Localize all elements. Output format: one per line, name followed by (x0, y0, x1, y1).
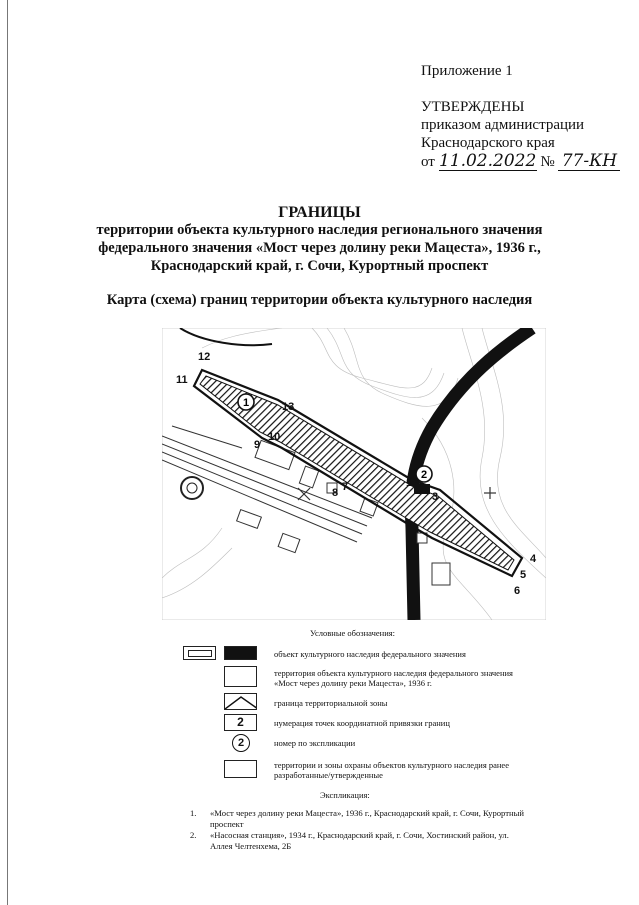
legend-text-2: территория объекта культурного наследия федерального значения «Мост через долину реки Мацеста», 1936 г. (274, 668, 513, 688)
document-title: ГРАНИЦЫ (278, 204, 361, 221)
point-4: 4 (530, 553, 537, 565)
map-title: Карта (схема) границ территории объекта культурного наследия (106, 292, 533, 308)
svg-text:1: 1 (242, 397, 250, 409)
legend-text-3: граница территориальной зоны (274, 698, 388, 708)
point-8: 8 (332, 487, 339, 499)
legend-text-6: территории и зоны охраны объектов культурного наследия ранее разработанные/утвержденные (274, 760, 509, 780)
legend-text-1: объект культурного наследия федерального значения (274, 649, 466, 659)
point-5: 5 (520, 569, 527, 581)
explication-heading: Экспликация: (320, 790, 370, 800)
point-12: 12 (198, 351, 211, 363)
legend-text-5: номер по экспликации (274, 738, 356, 748)
boundary-map (162, 328, 546, 620)
legend-symbol-zone-border (224, 693, 257, 710)
title-line-2: федерального значения «Мост через долину реки Мацеста», 1936 г., (98, 240, 541, 256)
number-prefix: № (540, 154, 555, 170)
region-line: Краснодарского края (421, 135, 555, 151)
point-9: 9 (254, 439, 261, 451)
page-edge-line (7, 0, 8, 905)
date-number-line (421, 152, 620, 171)
number-value: 77-КН (558, 152, 620, 171)
date-prefix: от (421, 154, 435, 170)
legend-symbol-protection-zone (224, 760, 257, 778)
explication-num-2: 2. (190, 830, 197, 840)
point-3: 3 (432, 491, 439, 503)
point-10: 10 (268, 431, 281, 443)
point-7: 7 (342, 481, 349, 493)
legend-symbol-object-outline (183, 646, 216, 660)
point-1: 1 (406, 477, 413, 489)
explication-text-2: «Насосная станция», 1934 г., Краснодарский край, г. Сочи, Хостинский район, ул. Аллея Челтенхема, 2Б (210, 830, 509, 851)
point-11: 11 (176, 374, 188, 386)
legend-heading: Условные обозначения: (310, 628, 396, 638)
title-line-1: территории объекта культурного наследия регионального значения (96, 222, 543, 238)
appendix-label: Приложение 1 (421, 63, 513, 79)
legend-symbol-territory (224, 666, 257, 687)
point-6: 6 (514, 585, 521, 597)
svg-text:2: 2 (420, 469, 428, 481)
legend-symbol-object-fill (224, 646, 257, 660)
approved-label: УТВЕРЖДЕНЫ (421, 99, 525, 115)
explication-num-1: 1. (190, 808, 197, 818)
order-line: приказом администрации (421, 117, 585, 133)
date-value: 11.02.2022 (438, 151, 537, 171)
explication-text-1: «Мост через долину реки Мацеста», 1936 г., Краснодарский край, г. Сочи, Курортный проспект (210, 808, 524, 829)
title-line-3: Краснодарский край, г. Сочи, Курортный проспект (150, 258, 489, 274)
legend-symbol-point-number: 2 (224, 714, 257, 731)
point-13: 13 (282, 401, 295, 413)
legend-text-4: нумерация точек координатной привязки границ (274, 718, 450, 728)
legend-symbol-explication-number: 2 (232, 734, 250, 752)
